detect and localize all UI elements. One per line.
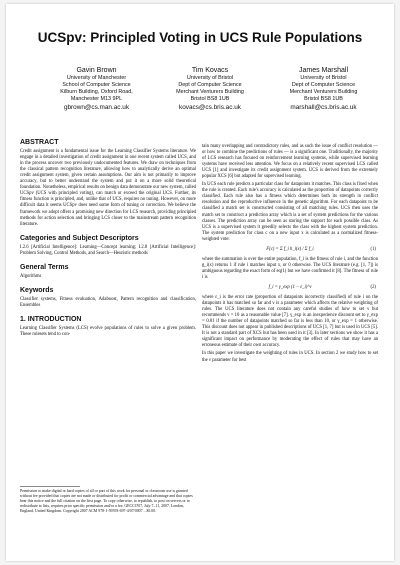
author-affiliation: Merchant Venturers Building <box>176 89 244 95</box>
body-paragraph: In this paper we investigate the weighting of rules in UCS. In section 2 we study how to set the ν parameter for best <box>202 351 378 363</box>
equation-1-body: F(c) = Σ f_i h_i(x) / Σ f_i <box>266 246 314 252</box>
author-affiliation: Dept of Computer Science <box>291 82 356 88</box>
author-name: Gavin Brown <box>76 67 117 74</box>
author-affiliation: University of Manchester <box>66 75 127 81</box>
author-1 <box>40 66 153 113</box>
categories-text: I.2.6 [Artificial Intelligence]: Learning—Concept learning; I.2.8 [Artificial Intelligence]: Problem Solving, Control Methods, and Search—Heuristic methods <box>20 244 196 256</box>
general-terms-text: Algorithms <box>20 273 42 279</box>
abstract-text: Credit assignment is a fundamental issue for the Learning Classifier Systems literature. We engage in a detailed investigation of credit assignment in one recent system called UCS, and in the process uncover two previously undocumented features. We draw on techniques from the classical pattern recognition literature, allowing how to analytically derive an optimal credit assignment system, given certain assumptions. Our aim is not primarily to improve accuracy, but to better understand the system and put it on a more solid theoretical foundation. Nonetheless, empirical results on benign data demonstrate our new system, called UCSpv (UCS with principled voting), can match or exceed the original UCS. Further, its fitness function is principled, and, unlike that of UCS, requires no tuning. However, on more difficult data it seems UCSpv does need some form of tuning or correction. We believe the framework we adopt offers a promising new direction for LCS research, providing principled methods for action selection and bringing LCS closer to the mainstream pattern recognition literature. <box>20 149 196 227</box>
equation-2 <box>202 285 378 291</box>
introduction-heading: 1. INTRODUCTION <box>20 316 82 324</box>
author-affiliation: Kilburn Building, Oxford Road, <box>60 89 133 95</box>
general-terms-heading: General Terms <box>20 263 69 271</box>
author-email[interactable]: gbrown@cs.man.ac.uk <box>63 104 130 111</box>
author-name: James Marshall <box>298 67 348 74</box>
keywords-text: Classifier systems, Fitness evaluation, Adaboost, Pattern recognition and classification, Ensembles <box>20 296 196 308</box>
author-affiliation: Merchant Venturers Building <box>289 89 358 95</box>
author-affiliation: University of Bristol <box>300 75 347 81</box>
footnote-text: Permission to make digital or hard copies of all or part of this work for personal or classroom use is granted without fee provided that copies are not made or distributed for profit or commercial advantage and that copies bear this notice and the full citation on the first page. To copy otherwise, to republish, to post on servers or to redistribute to lists, requires prior specific permission and/or a fee. GECCO'07, July 7–11, 2007, London, England, United Kingdom. Copyright 2007 ACM 978-1-59593-697-4/07/0007 ...$5.00. <box>20 489 193 513</box>
body-paragraph: where ε_i is the error rate (proportion of datapoints incorrectly classified) of rule i on the datapoints it has matched so far and ν is a parameter which affects the relative weighting of rules. The UCS literature does not contain any careful studies of how to set ν but recommends ν = 10 as a reasonable value [7]. γ_exp is an inexperience discount set to γ_exp = 0.01 if the number of datapoints matched so far is less than 10, or γ_exp = 1 otherwise. This discount does not appear in published descriptions of UCS [1, 7] but is used in UCS [5]. It is not a standard part of XCS but has been used in it [3]. In later sections we show it has a significant impact on performance by moderating the effect of rules that may have an erroneous estimate of their own accuracy. <box>202 295 378 349</box>
author-affiliation: Manchester M13 9PL <box>70 96 123 102</box>
author-email[interactable]: kovacs@cs.bris.ac.uk <box>179 104 241 111</box>
author-email[interactable]: marshall@cs.bris.ac.uk <box>290 104 357 111</box>
author-2 <box>154 66 267 113</box>
right-column <box>202 144 378 366</box>
author-name: Tim Kovacs <box>191 67 229 74</box>
body-paragraph: where the summation is over the entire population, f_i is the fitness of rule i, and the function g_i(x) returns 1 if rule i matches input x, or 0 otherwise. The UCS literature (e.g. [1, 7]) is ambiguous regarding the exact form of eq(1) but we have confirmed it [8]. The fitness of rule i is <box>202 256 378 280</box>
equation-2-number: (2) <box>370 284 376 290</box>
author-affiliation: Bristol BS8 1UB <box>190 96 230 102</box>
introduction-text: Learning Classifier Systems (LCS) evolve populations of rules to solve a given problem. These rulesets tend to con- <box>20 326 196 338</box>
author-affiliation: University of Bristol <box>186 75 234 81</box>
author-block <box>40 66 380 113</box>
equation-1-number: (1) <box>370 246 376 252</box>
abstract-heading: ABSTRACT <box>20 139 59 146</box>
copyright-footnote <box>20 486 196 514</box>
body-paragraph: In UCS each rule predicts a particular class for datapoints it matches. This class is fixed when the rule is created. Each rule's accuracy is calculated as the proportion of datapoints correctly classified. Each rule also has a fitness which determines both its strength in conflict resolution and the reproductive influence in the genetic algorithm. For each datapoint to be classified a match set is constructed consisting of all matching rules. UCS then uses the match set to construct a prediction array which is a set of system predictions for the various classes. The prediction array can be seen as storing the support for each possible class. As UCS is a supervised system it greedily selects the class with the highest system prediction. The system prediction for class c on a new input x is calculated as a normalized fitness-weighted vote: <box>202 182 378 242</box>
footnote-divider <box>20 486 80 487</box>
author-affiliation: Dept of Computer Science <box>178 82 242 88</box>
equation-2-body: f_i = γ_exp (1 − ε_i)^ν <box>268 284 312 290</box>
paper-title: UCSpv: Principled Voting in UCS Rule Populations <box>37 30 363 45</box>
author-affiliation: Bristol BS8 1UB <box>304 96 343 102</box>
keywords-heading: Keywords <box>20 286 54 294</box>
categories-heading: Categories and Subject Descriptors <box>20 234 139 242</box>
author-3 <box>267 66 380 113</box>
left-column <box>20 140 196 340</box>
body-paragraph: tain many overlapping and contradictory rules, and as such the issue of conflict resolution — or how to combine the predictions of rules — is a significant one. Traditionally, the majority of LCS research has focused on reinforcement learning systems, while supervised learning systems have received less attention. We focus on a relatively recent supervised LCS called UCS [1] and investigate its credit assignment system. UCS is derived from the extremely popular XCS [6] but adapted for supervised learning. <box>202 144 378 180</box>
equation-1 <box>202 247 378 253</box>
author-affiliation: School of Computer Science <box>62 82 131 88</box>
